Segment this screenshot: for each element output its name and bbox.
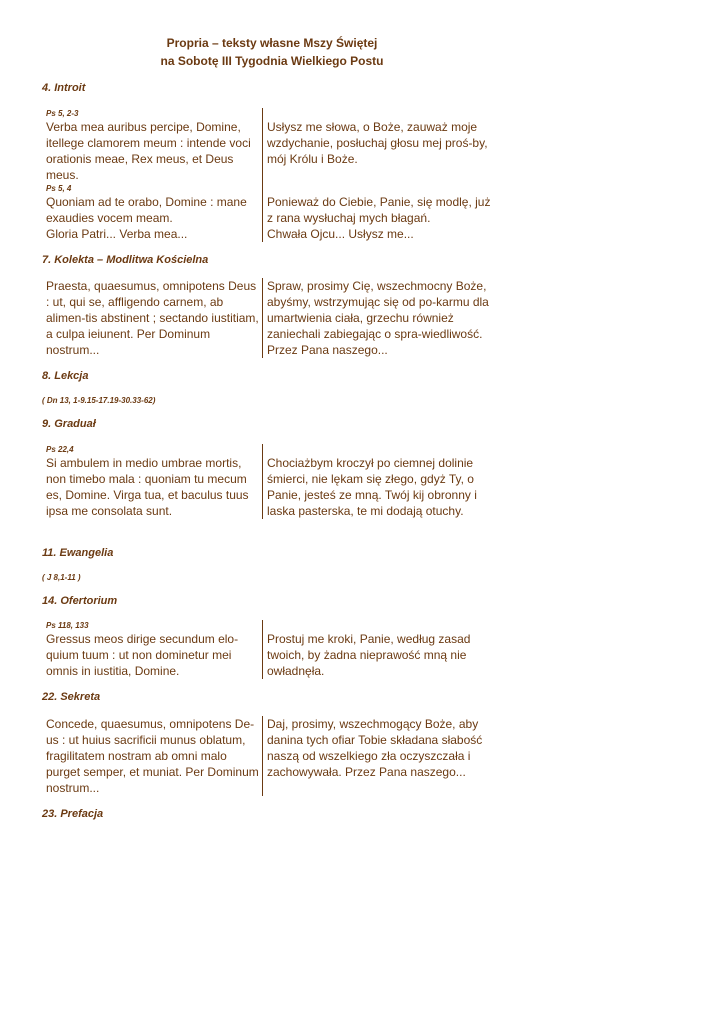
title-line-2: na Sobotę III Tygodnia Wielkiego Postu — [160, 54, 384, 68]
kolekta-polish: Spraw, prosimy Cię, wszechmocny Boże, abyśmy, wstrzymując się od po-karmu dla umartwienia ciała, grzechu również zaniechali zabiegając o spra-wiedliwość. Przez Pana naszego... — [262, 278, 492, 358]
sekreta-latin: Concede, quaesumus, omnipotens De-us : ut huius sacrificii munus oblatum, fragilitatem nostram ab omni malo purget semper, et muniat. Per Dominum nostrum... — [46, 717, 259, 795]
sekreta-heading: 22. Sekreta — [42, 691, 101, 703]
introit-polish-1 — [262, 108, 492, 183]
title-line-1: Propria – teksty własne Mszy Świętej — [166, 36, 378, 50]
introit-latin-2 — [42, 183, 262, 242]
gradual-polish-text: Chociażbym kroczył po ciemnej dolinie śmierci, nie lękam się złego, gdyż Ty, o Panie, jesteś ze mną. Twój kij obronny i laska pasterska, te mi dodają otuchy. — [267, 456, 477, 518]
introit-polish-text-1: Usłysz me słowa, o Boże, zauważ moje wzdychanie, posłuchaj głosu mej proś-by, mój Królu i Boże. — [267, 120, 488, 166]
ewangelia-ref: ( J 8,1-11 ) — [42, 573, 81, 582]
gradual-latin — [42, 444, 262, 519]
gradual-table — [42, 444, 492, 519]
introit-ref-2: Ps 5, 4 — [46, 184, 72, 193]
lekcja-heading: 8. Lekcja — [42, 370, 89, 382]
introit-ref-1: Ps 5, 2-3 — [46, 109, 79, 118]
introit-polish-text-3: Chwała Ojcu... Usłysz me... — [267, 227, 414, 241]
sekreta-polish: Daj, prosimy, wszechmogący Boże, aby danina tych ofiar Tobie składana słabość naszą od wszelkiego zła oczyszczała i zachowywała. Przez Pana naszego... — [262, 716, 492, 796]
ewangelia-heading: 11. Ewangelia — [42, 547, 114, 559]
introit-row-1 — [42, 108, 492, 183]
introit-heading: 4. Introit — [42, 82, 86, 94]
ofertorium-heading: 14. Ofertorium — [42, 595, 118, 607]
introit-row-2 — [42, 183, 492, 242]
introit-latin-text-2: Quoniam ad te orabo, Domine : mane exaudies vocem meam. — [46, 195, 247, 225]
introit-latin-1 — [42, 108, 262, 183]
introit-polish-2 — [262, 183, 492, 242]
ofertorium-latin-text: Gressus meos dirige secundum elo-quium tuum : ut non dominetur mei omnis in iustitia, Domine. — [46, 632, 239, 678]
page-title — [0, 34, 544, 70]
prefacja-heading: 23. Prefacja — [42, 808, 104, 820]
gradual-heading: 9. Graduał — [42, 418, 96, 430]
gradual-latin-text: Si ambulem in medio umbrae mortis, non timebo mala : quoniam tu mecum es, Domine. Virga tua, et baculus tuus ipsa me consolata sunt. — [46, 456, 249, 518]
gradual-polish — [262, 444, 492, 519]
ofertorium-polish-text: Prostuj me kroki, Panie, według zasad twoich, by żadna nieprawość mną nie owładnęła. — [267, 632, 471, 678]
kolekta-latin: Praesta, quaesumus, omnipotens Deus : ut, qui se, affligendo carnem, ab alimen-tis abstinent ; sectando iustitiam, a culpa ieiunent. Per Dominum nostrum... — [46, 279, 259, 357]
lekcja-ref: ( Dn 13, 1-9.15-17.19-30.33-62) — [42, 396, 156, 405]
introit-latin-text-3: Gloria Patri... Verba mea... — [46, 227, 188, 241]
ofertorium-table — [42, 620, 492, 679]
kolekta-table — [42, 278, 492, 358]
introit-table — [42, 108, 492, 242]
introit-latin-text-1: Verba mea auribus percipe, Domine, itellege clamorem meum : intende voci orationis meae, Rex meus, et Deus meus. — [46, 120, 251, 182]
gradual-ref: Ps 22,4 — [46, 445, 74, 454]
kolekta-heading: 7. Kolekta – Modlitwa Kościelna — [42, 254, 209, 266]
ofertorium-polish — [262, 620, 492, 679]
sekreta-table — [42, 716, 492, 796]
ofertorium-latin — [42, 620, 262, 679]
ofertorium-ref: Ps 118, 133 — [46, 621, 89, 630]
introit-polish-text-2: Ponieważ do Ciebie, Panie, się modlę, już z rana wysłuchaj mych błagań. — [267, 195, 491, 225]
